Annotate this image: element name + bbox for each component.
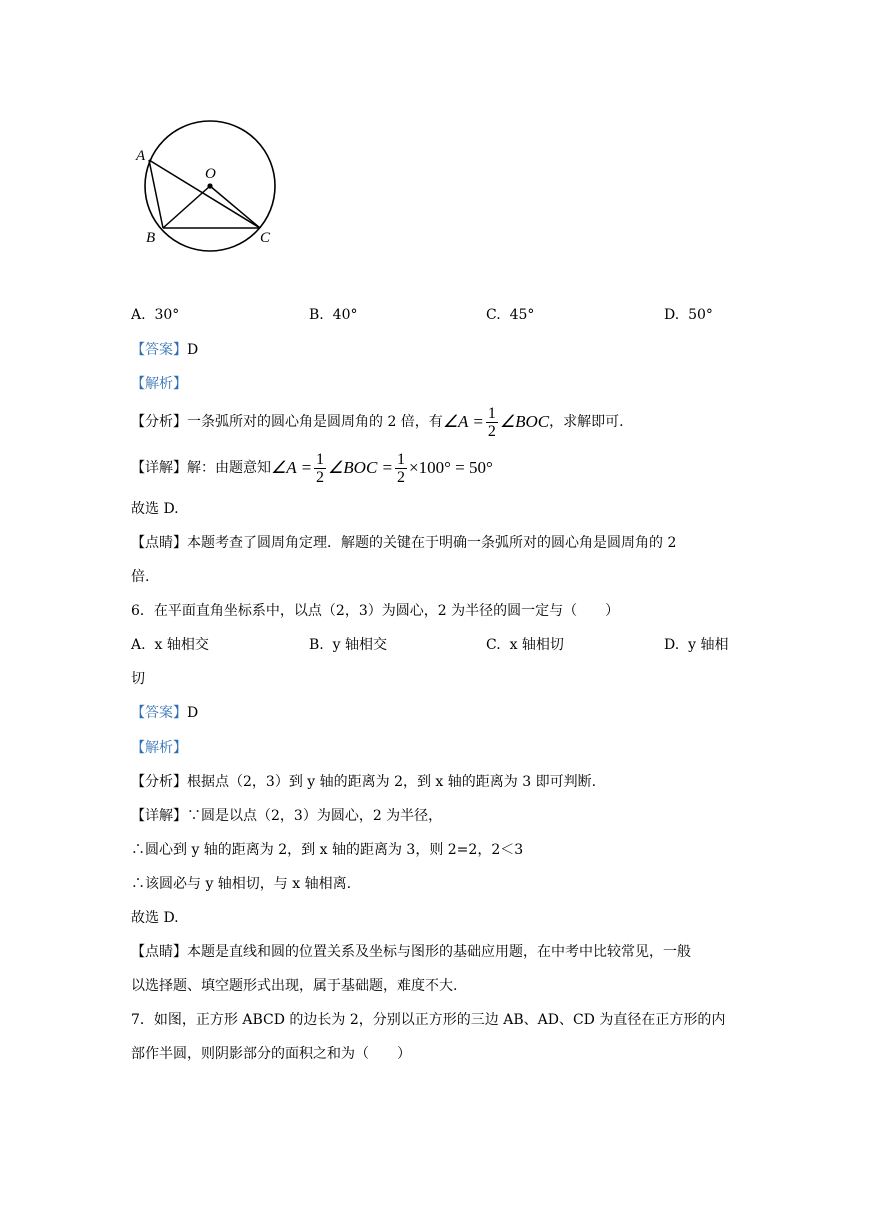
segment-a-b <box>149 160 163 228</box>
q6-line2: ∴圆心到 y 轴的距离为 2，到 x 轴的距离为 3，则 2=2，2＜3 <box>131 842 524 858</box>
q6-xiangjie: 【详解】∵圆是以点（2，3）为圆心，2 为半径， <box>131 808 443 824</box>
q6-dianjing-cont: 以选择题、填空题形式出现，属于基础题，难度不大. <box>131 978 458 994</box>
label-c: C <box>260 230 271 246</box>
label-a: A <box>136 148 146 164</box>
q6-fenxi: 【分析】根据点（2，3）到 y 轴的距离为 2，到 x 轴的距离为 3 即可判断. <box>131 774 597 790</box>
q6-dianjing: 【点睛】本题是直线和圆的位置关系及坐标与图形的基础应用题，在中考中比较常见，一般 <box>131 944 691 960</box>
fraction-half: $\frac{1}{2}$ <box>316 450 325 486</box>
q6-option-d-wrap: 切 <box>131 671 145 687</box>
label-o: O <box>205 166 216 182</box>
q5-xiangjie: 【详解】 解：由题意知 ∠A = $\frac{1}{2}$ ∠BOC = $\frac{1}{2}$ ×100° = 50° <box>131 450 493 486</box>
label-b: B <box>146 230 156 246</box>
q5-dianjing-cont: 倍. <box>131 569 150 585</box>
q6-option-d: D. y 轴相 <box>664 637 729 653</box>
q7-question-line1: 7．如图，正方形 ABCD 的边长为 2，分别以正方形的三边 AB、AD、CD 为直径在正方形的内 <box>131 1012 726 1028</box>
q5-dianjing: 【点睛】本题考查了圆周角定理．解题的关键在于明确一条弧所对的圆心角是圆周角的 2 <box>131 535 677 551</box>
q5-option-d: D. 50° <box>664 307 713 323</box>
segment-o-c <box>210 186 260 228</box>
q6-option-b: B. y 轴相交 <box>309 637 388 653</box>
q6-line3: ∴该圆必与 y 轴相切，与 x 轴相离. <box>131 876 352 892</box>
fraction-half: $\frac{1}{2}$ <box>397 450 406 486</box>
q5-guxuan: 故选 D. <box>131 501 179 517</box>
q5-option-c: C. 45° <box>486 307 535 323</box>
fraction-half: $\frac{1}{2}$ <box>487 404 496 440</box>
q6-jiexi: 【解析】 <box>131 740 187 756</box>
q5-jiexi: 【解析】 <box>131 376 187 392</box>
center-point <box>207 183 212 188</box>
q7-question-line2: 部作半圆，则阴影部分的面积之和为（ ） <box>131 1046 411 1062</box>
q6-guxuan: 故选 D. <box>131 910 179 926</box>
q5-answer: 【答案】D <box>131 342 199 358</box>
q5-option-a: A. 30° <box>131 307 180 323</box>
q6-question: 6．在平面直角坐标系中，以点（2，3）为圆心，2 为半径的圆一定与（ ） <box>131 603 620 619</box>
q5-fenxi: 【分析】 一条弧所对的圆心角是圆周角的 2 倍，有 ∠A = $\frac{1}{2}$ ∠BOC ，求解即可. <box>131 404 624 440</box>
q6-answer: 【答案】D <box>131 705 199 721</box>
q6-option-a: A. x 轴相交 <box>131 637 209 653</box>
q6-option-c: C. x 轴相切 <box>486 637 564 653</box>
segment-b-o <box>163 186 210 228</box>
circle-figure <box>130 110 290 260</box>
q5-option-b: B. 40° <box>309 307 358 323</box>
